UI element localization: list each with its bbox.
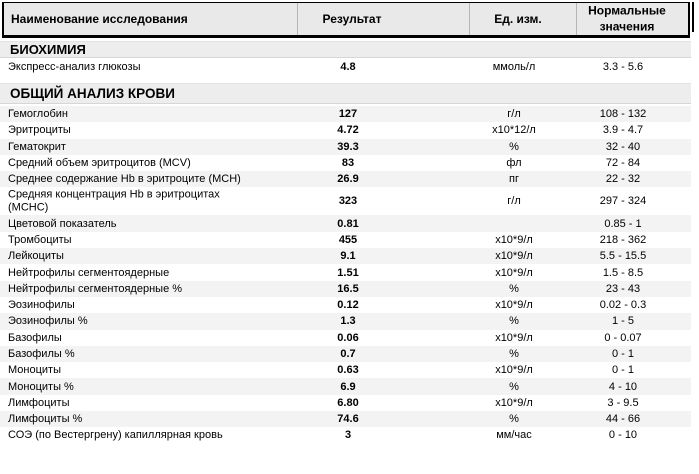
test-name: Лимфоциты (8, 396, 70, 409)
test-normal-range: 0 - 10 (608, 429, 638, 442)
test-result: 0.06 (337, 331, 359, 344)
test-result: 74.6 (337, 413, 359, 426)
test-units: пг (509, 173, 519, 186)
table-row (0, 264, 691, 280)
test-name: Цветовой показатель (8, 217, 117, 230)
table-row (0, 155, 691, 171)
test-units: х10*9/л (495, 266, 533, 279)
test-result: 323 (338, 195, 358, 208)
test-name: Нейтрофилы сегментоядерные % (8, 282, 183, 295)
test-units: х10*9/л (495, 299, 533, 312)
column-header-test-name: Наименование исследования (11, 12, 188, 26)
test-normal-range: 72 - 84 (605, 157, 641, 170)
test-normal-range: 3.3 - 5.6 (602, 61, 644, 73)
test-name: Гемоглобин (8, 108, 68, 121)
test-result: 16.5 (337, 282, 359, 295)
test-result: 3 (344, 429, 352, 442)
column-header-units: Ед. изм. (494, 12, 542, 26)
test-name: Среднее содержание Hb в эритроците (MCH) (8, 173, 241, 186)
test-result: 83 (341, 157, 355, 170)
test-result: 0.12 (337, 299, 359, 312)
table-row (0, 248, 691, 264)
test-result: 26.9 (337, 173, 359, 186)
test-name: Эозинофилы % (8, 315, 88, 328)
test-normal-range: 3 - 9.5 (607, 396, 639, 409)
test-name: СОЭ (по Вестергрену) капиллярная кровь (8, 429, 223, 442)
test-name: Экспресс-анализ глюкозы (8, 61, 141, 73)
table-row (0, 395, 691, 411)
test-normal-range: 108 - 132 (599, 108, 647, 121)
test-normal-range: 22 - 32 (605, 173, 641, 186)
test-name: Нейтрофилы сегментоядерные (8, 266, 170, 279)
test-result: 4.8 (340, 61, 356, 73)
table-row (0, 58, 691, 76)
test-result: 0.7 (340, 348, 356, 360)
test-units: % (509, 140, 519, 153)
test-units: х10*9/л (495, 250, 533, 263)
test-name: Эритроциты (8, 124, 71, 137)
test-result: 1.3 (340, 315, 356, 328)
section-header-cbc (0, 83, 691, 104)
table-row (0, 281, 691, 297)
column-divider (297, 3, 298, 35)
test-name: Базофилы (8, 331, 62, 344)
right-edge-line (692, 2, 694, 32)
table-row (0, 171, 691, 187)
test-result: 455 (338, 233, 358, 246)
test-normal-range: 5.5 - 15.5 (599, 250, 647, 263)
column-header-normal-values: Нормальные значения (588, 3, 666, 33)
test-normal-range: 0.85 - 1 (604, 217, 642, 230)
test-normal-range: 0 - 1 (611, 348, 634, 360)
test-name: Тромбоциты (8, 233, 72, 246)
test-result: 0.63 (337, 364, 359, 377)
test-units: мм/час (496, 429, 532, 442)
test-units: % (509, 348, 519, 360)
test-normal-range: 1 - 5 (611, 315, 634, 328)
table-row (0, 346, 691, 362)
table-row (0, 378, 691, 394)
test-result: 6.80 (337, 396, 359, 409)
table-row (0, 427, 691, 443)
test-name: Эозинофилы (8, 299, 75, 312)
table-row (0, 139, 691, 155)
table-row (0, 297, 691, 313)
test-units: % (509, 282, 519, 295)
test-units: фл (506, 157, 522, 170)
section-header-biochemistry (0, 41, 691, 58)
test-units: % (509, 315, 519, 328)
test-normal-range: 4 - 10 (608, 380, 638, 393)
table-row (0, 362, 691, 378)
test-result: 0.81 (337, 217, 359, 230)
table-row (0, 122, 691, 138)
table-header (2, 2, 690, 38)
test-normal-range: 297 - 324 (599, 195, 647, 208)
test-result: 127 (338, 108, 358, 121)
table-row (0, 106, 691, 122)
lab-results-report (0, 2, 699, 474)
test-units: х10*12/л (492, 124, 536, 137)
table-row (0, 215, 691, 231)
test-result: 1.51 (337, 266, 359, 279)
test-units: х10*9/л (495, 331, 533, 344)
test-normal-range: 218 - 362 (599, 233, 647, 246)
test-name: Гематокрит (8, 140, 66, 153)
section-title: БИОХИМИЯ (10, 42, 86, 57)
test-name: Моноциты (8, 364, 61, 377)
test-units: х10*9/л (495, 396, 533, 409)
test-normal-range: 23 - 43 (605, 282, 641, 295)
column-header-result: Результат (322, 12, 382, 26)
table-row (0, 187, 691, 215)
test-name: Моноциты % (8, 380, 74, 393)
test-name: Лейкоциты (8, 250, 64, 263)
test-units: ммоль/л (492, 61, 536, 73)
test-normal-range: 44 - 66 (605, 413, 641, 426)
table-row (0, 411, 691, 427)
table-row (0, 313, 691, 329)
test-name-line2: (MCHC) (8, 201, 49, 214)
test-normal-range: 0.02 - 0.3 (599, 299, 647, 312)
test-name-line1: Средняя концентрация Hb в эритроцитах (8, 188, 220, 201)
cbc-rows (0, 106, 699, 444)
table-row (0, 330, 691, 346)
test-name (8, 189, 308, 214)
test-normal-range: 32 - 40 (605, 140, 641, 153)
test-name: Лимфоциты % (8, 413, 83, 426)
test-units: г/л (507, 108, 521, 121)
table-row (0, 232, 691, 248)
test-name: Базофилы % (8, 348, 75, 360)
test-units: % (509, 380, 519, 393)
test-result: 9.1 (340, 250, 356, 263)
test-normal-range: 0 - 1 (611, 364, 634, 377)
test-units: г/л (507, 195, 521, 208)
test-name: Средний объем эритроцитов (MCV) (8, 157, 191, 170)
test-result: 4.72 (337, 124, 359, 137)
test-units: % (509, 413, 519, 426)
test-units: х10*9/л (495, 233, 533, 246)
section-title: ОБЩИЙ АНАЛИЗ КРОВИ (10, 86, 175, 101)
test-units: х10*9/л (495, 364, 533, 377)
test-result: 39.3 (337, 140, 359, 153)
test-normal-range: 3.9 - 4.7 (602, 124, 644, 137)
test-result: 6.9 (340, 380, 356, 393)
test-normal-range: 0 - 0.07 (604, 331, 642, 344)
test-normal-range: 1.5 - 8.5 (602, 266, 644, 279)
